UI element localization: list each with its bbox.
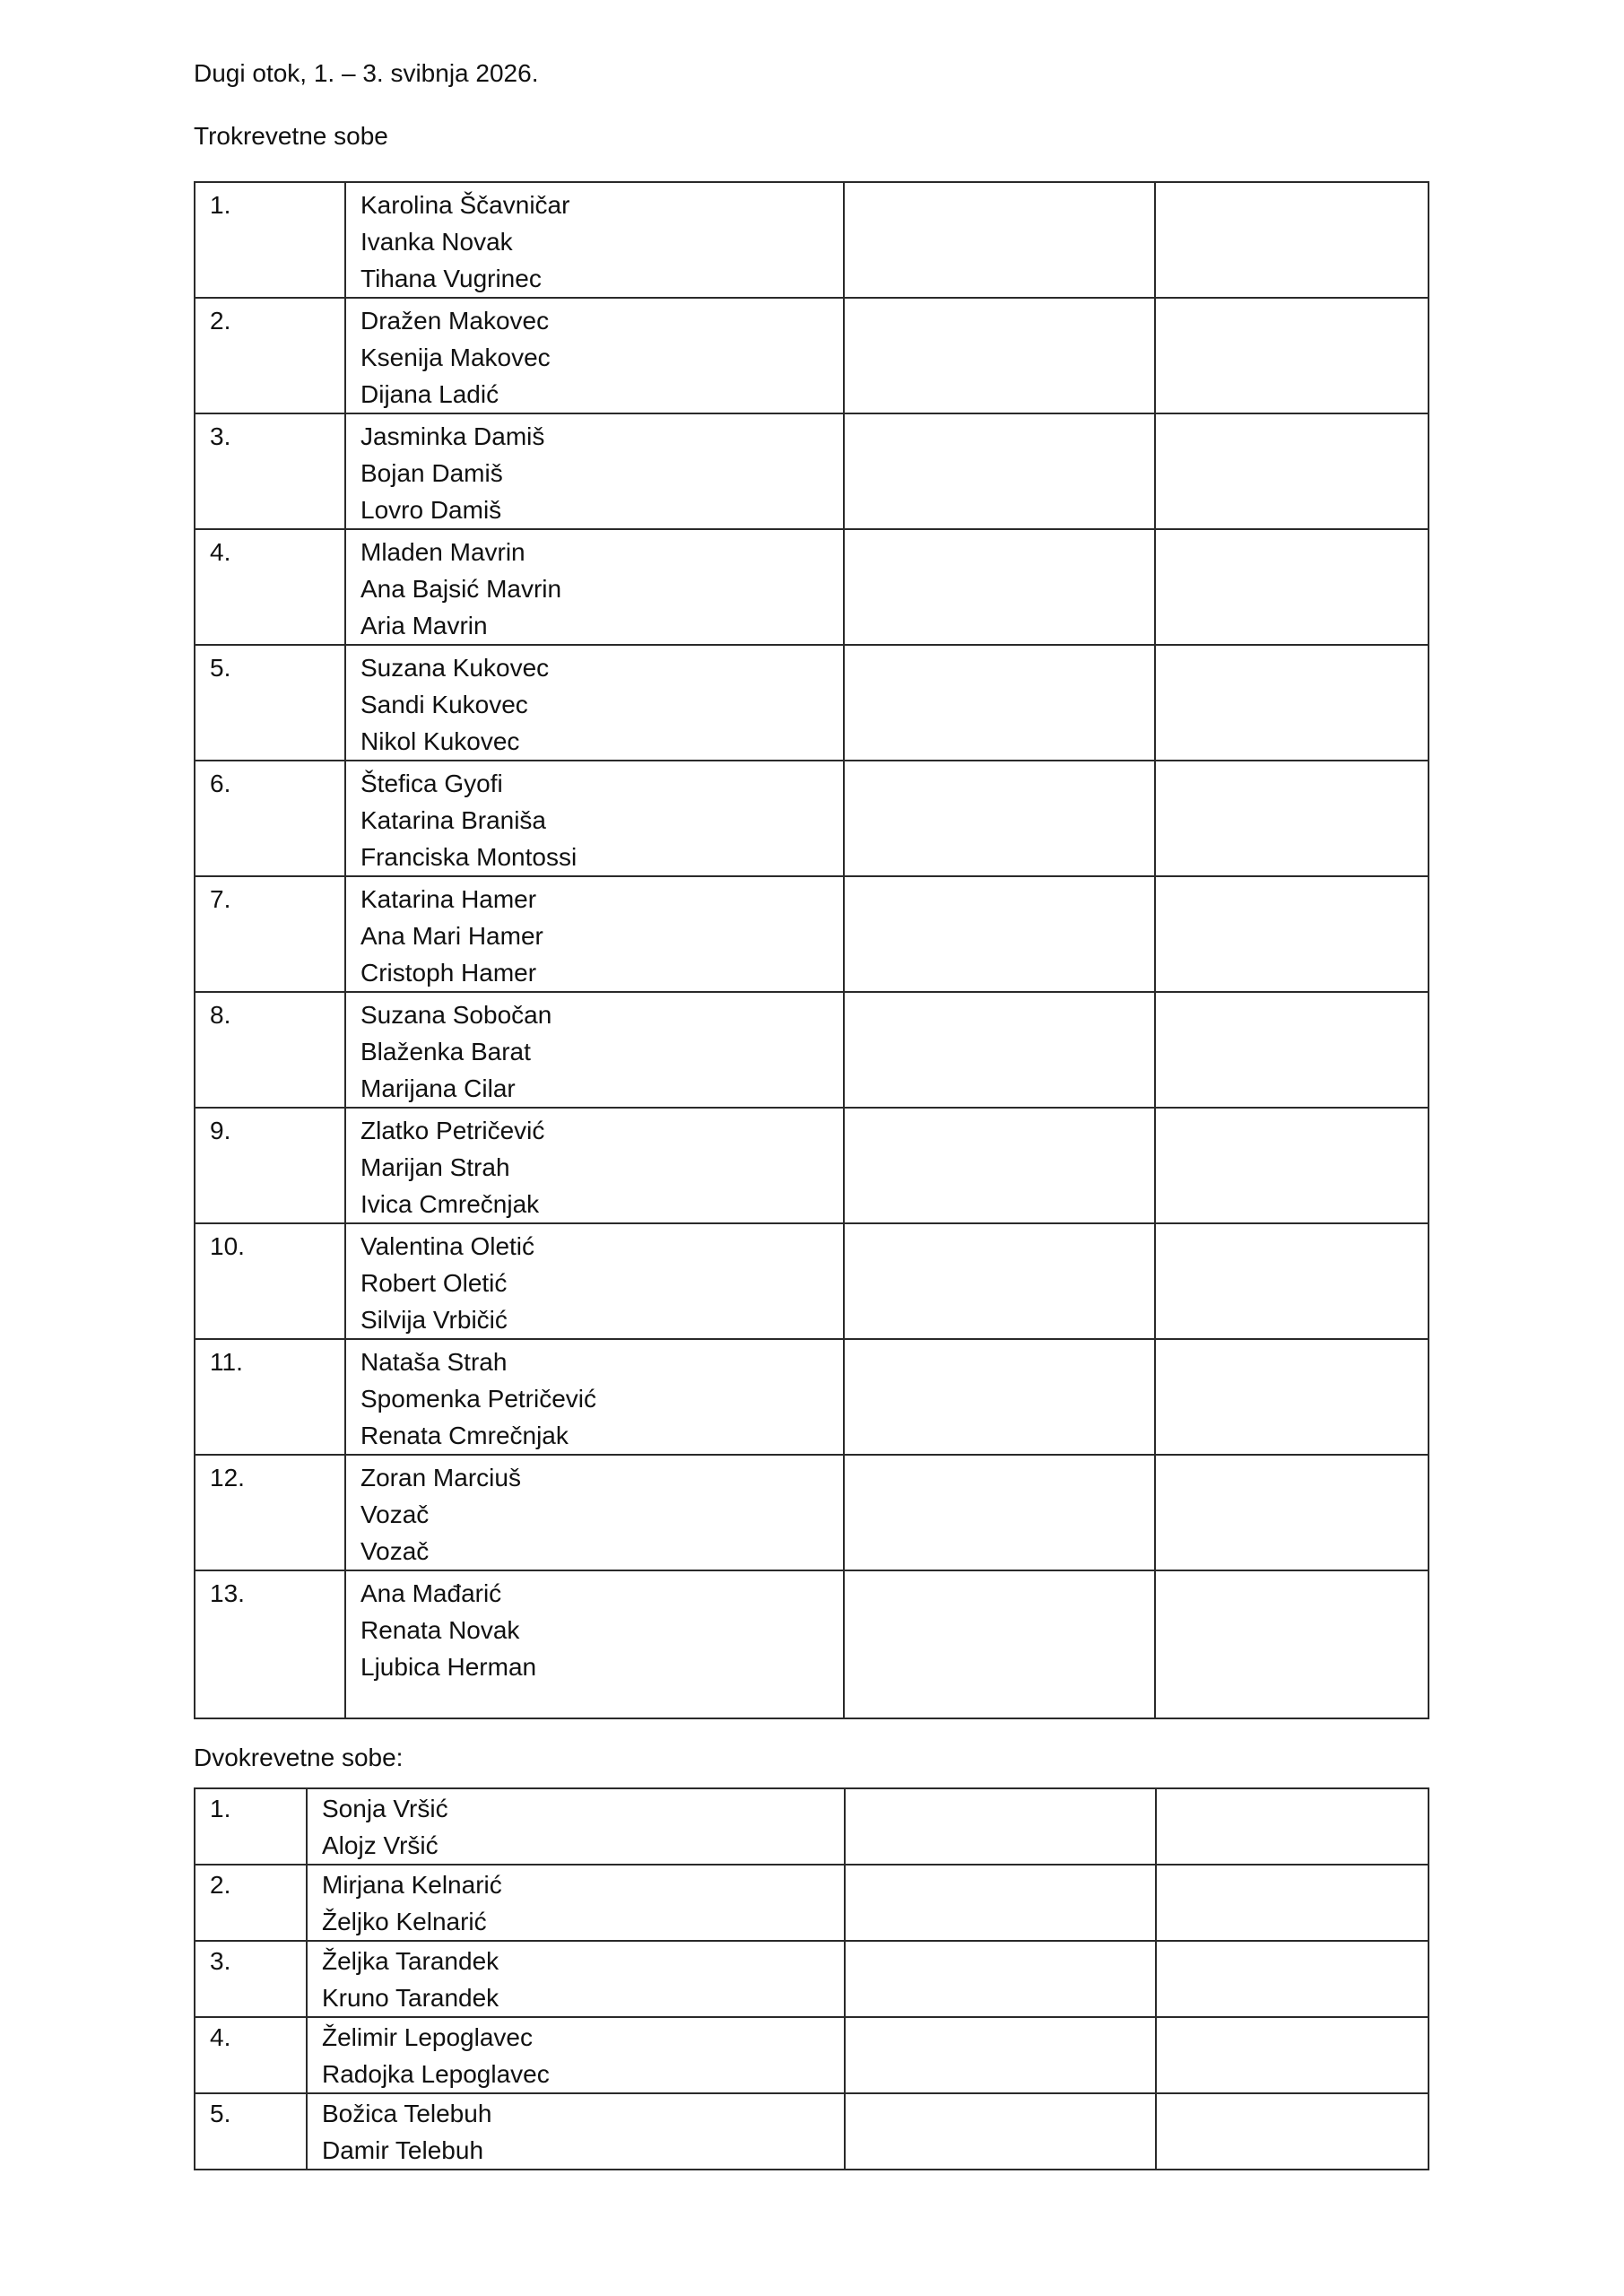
empty-cell [1155,1339,1429,1455]
guest-name: Robert Oletić [360,1269,508,1297]
empty-cell [845,2017,1156,2093]
room-guests [345,298,844,413]
room-number: 7. [195,876,345,992]
empty-cell [844,645,1155,761]
room-number: 4. [195,529,345,645]
empty-cell [844,1339,1155,1455]
guest-name: Marijan Strah [360,1153,510,1181]
empty-cell [1156,1941,1429,2017]
empty-cell [845,1941,1156,2017]
guest-name: Zoran Marciuš [360,1464,521,1492]
room-row [195,413,1429,529]
empty-cell [1155,1108,1429,1223]
room-row [195,1108,1429,1223]
empty-cell [1155,182,1429,298]
empty-cell [845,1788,1156,1865]
guest-name: Damir Telebuh [322,2136,484,2164]
room-row [195,1941,1429,2017]
guest-name: Lovro Damiš [360,496,502,524]
guest-name: Franciska Montossi [360,843,578,871]
empty-cell [844,1223,1155,1339]
empty-cell [1155,645,1429,761]
room-number: 5. [195,2093,307,2170]
empty-cell [844,992,1155,1108]
room-guests [345,761,844,876]
room-row [195,1788,1429,1865]
guest-name: Marijana Cilar [360,1074,516,1102]
guest-name: Vozač [360,1537,430,1565]
room-number: 1. [195,182,345,298]
empty-cell [1156,1865,1429,1941]
guest-name: Kruno Tarandek [322,1984,499,2012]
room-number: 1. [195,1788,307,1865]
guest-name: Željko Kelnarić [322,1908,487,1935]
room-guests [345,413,844,529]
triple-rooms-table [194,181,1429,1719]
guest-name: Valentina Oletić [360,1232,535,1260]
guest-name: Silvija Vrbičić [360,1306,508,1334]
room-number: 3. [195,413,345,529]
room-number: 9. [195,1108,345,1223]
room-number: 10. [195,1223,345,1339]
room-row [195,1455,1429,1570]
room-guests [307,1865,845,1941]
guest-name: Ivica Cmrečnjak [360,1190,540,1218]
guest-name: Mirjana Kelnarić [322,1871,502,1899]
guest-name: Suzana Sobočan [360,1001,552,1029]
room-row [195,1865,1429,1941]
empty-cell [1155,992,1429,1108]
room-guests [307,2093,845,2170]
room-row [195,529,1429,645]
room-row [195,1223,1429,1339]
guest-name: Sandi Kukovec [360,691,528,718]
room-guests [345,876,844,992]
room-guests [345,1455,844,1570]
guest-name: Zlatko Petričević [360,1117,545,1144]
guest-name: Dražen Makovec [360,307,550,335]
guest-name: Dijana Ladić [360,380,499,408]
room-guests [345,645,844,761]
room-number: 3. [195,1941,307,2017]
guest-name: Štefica Gyofi [360,770,503,797]
empty-cell [844,1108,1155,1223]
room-row [195,876,1429,992]
empty-cell [844,298,1155,413]
empty-cell [1155,413,1429,529]
room-number: 6. [195,761,345,876]
room-guests [345,1108,844,1223]
room-row [195,992,1429,1108]
room-guests [307,1941,845,2017]
room-row [195,2093,1429,2170]
guest-name: Želimir Lepoglavec [322,2023,533,2051]
document-title: Dugi otok, 1. – 3. svibnja 2026. [194,59,539,87]
guest-name: Aria Mavrin [360,612,488,639]
room-row [195,298,1429,413]
guest-name: Cristoph Hamer [360,959,537,987]
room-number: 11. [195,1339,345,1455]
room-guests [307,1788,845,1865]
guest-name: Tihana Vugrinec [360,265,542,292]
guest-name: Katarina Hamer [360,885,537,913]
empty-cell [844,1570,1155,1718]
empty-cell [1156,2017,1429,2093]
guest-name: Nataša Strah [360,1348,508,1376]
room-row [195,182,1429,298]
empty-cell [844,876,1155,992]
guest-name: Karolina Ščavničar [360,191,570,219]
guest-name: Renata Cmrečnjak [360,1422,569,1449]
room-number: 13. [195,1570,345,1718]
room-number: 2. [195,298,345,413]
empty-cell [1155,761,1429,876]
triple-rooms-heading: Trokrevetne sobe [194,122,388,150]
room-number: 5. [195,645,345,761]
room-number: 4. [195,2017,307,2093]
room-guests [345,182,844,298]
room-guests [345,1223,844,1339]
empty-cell [845,1865,1156,1941]
room-guests [345,529,844,645]
guest-name: Vozač [360,1500,430,1528]
room-number: 2. [195,1865,307,1941]
guest-name: Ana Bajsić Mavrin [360,575,562,603]
guest-name: Ksenija Makovec [360,344,551,371]
guest-name: Renata Novak [360,1616,520,1644]
guest-name: Blaženka Barat [360,1038,531,1065]
empty-cell [1156,1788,1429,1865]
guest-name: Nikol Kukovec [360,727,520,755]
guest-name: Ivanka Novak [360,228,513,256]
room-number: 8. [195,992,345,1108]
double-rooms-heading: Dvokrevetne sobe: [194,1744,404,1771]
room-row [195,761,1429,876]
guest-name: Jasminka Damiš [360,422,545,450]
room-row [195,645,1429,761]
guest-name: Sonja Vršić [322,1795,448,1822]
guest-name: Katarina Braniša [360,806,547,834]
empty-cell [1155,876,1429,992]
empty-cell [1155,298,1429,413]
empty-cell [1155,1570,1429,1718]
guest-name: Mladen Mavrin [360,538,525,566]
room-guests [345,992,844,1108]
guest-name: Ana Mari Hamer [360,922,543,950]
guest-name: Suzana Kukovec [360,654,550,682]
guest-name: Bojan Damiš [360,459,503,487]
room-number: 12. [195,1455,345,1570]
empty-cell [844,1455,1155,1570]
guest-name: Alojz Vršić [322,1831,439,1859]
empty-cell [1155,1223,1429,1339]
room-row [195,1570,1429,1718]
empty-cell [844,761,1155,876]
room-guests [307,2017,845,2093]
guest-name: Božica Telebuh [322,2100,492,2127]
empty-cell [845,2093,1156,2170]
empty-cell [844,529,1155,645]
empty-cell [1156,2093,1429,2170]
empty-cell [1155,529,1429,645]
room-row [195,1339,1429,1455]
guest-name: Radojka Lepoglavec [322,2060,550,2088]
empty-cell [844,413,1155,529]
guest-name: Spomenka Petričević [360,1385,597,1413]
room-guests [345,1339,844,1455]
guest-name: Ana Mađarić [360,1579,502,1607]
guest-name: Ljubica Herman [360,1653,537,1681]
empty-cell [844,182,1155,298]
room-row [195,2017,1429,2093]
guest-name: Željka Tarandek [322,1947,499,1975]
double-rooms-table [194,1787,1429,2170]
empty-cell [1155,1455,1429,1570]
room-guests [345,1570,844,1718]
